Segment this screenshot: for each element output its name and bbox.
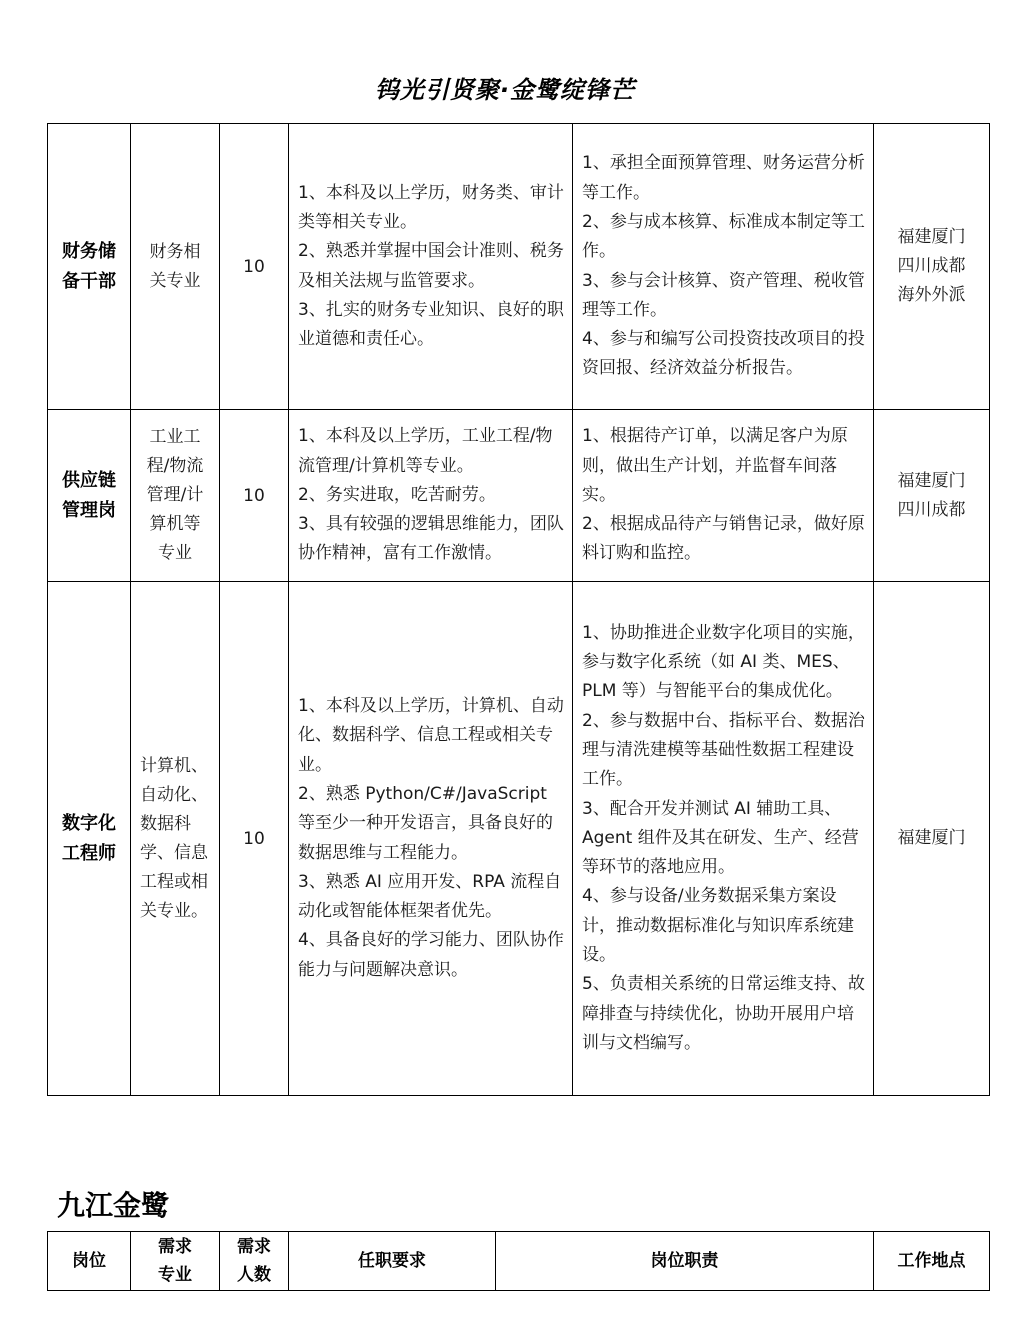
job-title: 数字化工程师 [62, 812, 116, 864]
section-title: 九江金鹭 [57, 1189, 170, 1222]
duty-item: 2、参与成本核算、标准成本制定等工作。 [582, 211, 865, 262]
job-requirements [289, 124, 573, 410]
job-requirements [289, 582, 573, 1096]
duty-item: 5、负责相关系统的日常运维支持、故障排查与持续优化，协助开展用户培训与文档编写。 [582, 974, 865, 1053]
jobs-table [47, 123, 990, 1096]
job-count: 10 [220, 124, 289, 410]
duty-item: 4、参与和编写公司投资技改项目的投资回报、经济效益分析报告。 [582, 329, 865, 379]
job-major-cell [131, 582, 220, 1096]
job-requirements [289, 410, 573, 582]
job-count: 10 [220, 410, 289, 582]
job-title-cell [48, 582, 131, 1096]
duty-item: 3、配合开发并测试 AI 辅助工具、Agent 组件及其在研发、生产、经营等环节的落地应用。 [582, 798, 859, 878]
location-item: 福建厦门 [897, 227, 966, 247]
duty-item: 2、参与数据中台、指标平台、数据治理与清洗建模等基础性数据工程建设工作。 [582, 710, 865, 790]
job-title-cell [48, 124, 131, 410]
duty-item: 1、协助推进企业数字化项目的实施，参与数字化系统（如 AI 类、MES、PLM 等）与智能平台的集成优化。 [582, 622, 865, 702]
page-title: 钨光引贤聚·金鹭绽锋芒 [374, 76, 636, 104]
duty-item: 2、根据成品待产与销售记录，做好原料订购和监控。 [582, 514, 865, 564]
job-duties [573, 582, 874, 1096]
header-major [131, 1232, 220, 1291]
duty-item: 1、承担全面预算管理、财务运营分析等工作。 [582, 153, 865, 203]
table-header-row [48, 1232, 990, 1291]
header-position: 岗位 [48, 1232, 131, 1291]
job-locations [874, 582, 990, 1096]
job-major: 工业工程/物流管理/计算机等专业 [146, 427, 204, 563]
location-item: 四川成都 [897, 499, 966, 520]
table-row [48, 124, 990, 410]
requirement-item: 4、具备良好的学习能力、团队协作能力与问题解决意识。 [298, 930, 564, 980]
location-item: 福建厦门 [897, 470, 966, 491]
job-locations [874, 124, 990, 410]
header-location: 工作地点 [874, 1232, 990, 1291]
job-major-cell [131, 410, 220, 582]
job-major: 计算机、自动化、数据科学、信息工程或相关专业。 [140, 755, 208, 921]
requirement-item: 2、务实进取，吃苦耐劳。 [298, 484, 496, 505]
requirement-item: 3、扎实的财务专业知识、良好的职业道德和责任心。 [298, 299, 564, 350]
requirement-item: 3、具有较强的逻辑思维能力，团队协作精神，富有工作激情。 [298, 514, 564, 564]
job-count: 10 [220, 582, 289, 1096]
requirement-item: 1、本科及以上学历，财务类、审计类等相关专业。 [298, 182, 564, 232]
job-major-cell [131, 124, 220, 410]
jobs-table-header [47, 1231, 990, 1291]
job-title: 供应链管理岗 [62, 469, 116, 521]
duty-item: 4、参与设备/业务数据采集方案设计，推动数据标准化与知识库系统建设。 [582, 886, 854, 966]
job-locations [874, 410, 990, 582]
table-row [48, 582, 990, 1096]
job-major: 财务相关专业 [149, 241, 201, 291]
table-row [48, 410, 990, 582]
requirement-item: 1、本科及以上学历，工业工程/物流管理/计算机等专业。 [298, 426, 553, 476]
header-count-text: 需求人数 [237, 1237, 271, 1285]
header-major-text: 需求专业 [158, 1237, 192, 1285]
requirement-item: 2、熟悉并掌握中国会计准则、税务及相关法规与监管要求。 [298, 241, 564, 291]
header-count [220, 1232, 289, 1291]
requirement-item: 1、本科及以上学历，计算机、自动化、数据科学、信息工程或相关专业。 [298, 696, 564, 775]
duty-item: 3、参与会计核算、资产管理、税收管理等工作。 [582, 270, 865, 320]
job-duties [573, 124, 874, 410]
requirement-item: 3、熟悉 AI 应用开发、RPA 流程自动化或智能体框架者优先。 [298, 871, 562, 922]
duty-item: 1、根据待产订单，以满足客户为原则，做出生产计划，并监督车间落实。 [582, 426, 848, 505]
job-title: 财务储备干部 [62, 240, 116, 292]
header-duties: 岗位职责 [496, 1232, 874, 1291]
job-duties [573, 410, 874, 582]
requirement-item: 2、熟悉 Python/C#/JavaScript 等至少一种开发语言，具备良好的数据思维与工程能力。 [298, 783, 553, 863]
job-title-cell [48, 410, 131, 582]
location-item: 四川成都 [897, 256, 966, 276]
location-item: 福建厦门 [897, 828, 966, 848]
location-item: 海外外派 [897, 285, 966, 305]
header-requirements: 任职要求 [289, 1232, 496, 1291]
